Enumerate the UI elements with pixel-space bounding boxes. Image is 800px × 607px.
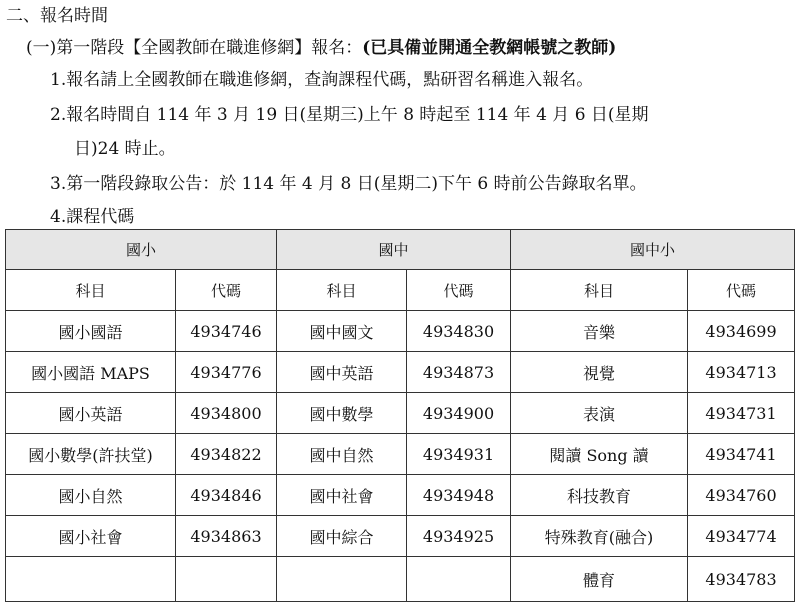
empty-cell [277,557,407,602]
subject-cell: 國小數學(許扶堂) [6,434,176,475]
column-header-code: 代碼 [407,270,511,311]
phase-heading-text: (一)第一階段【全國教師在職進修網】報名： [26,38,363,58]
empty-cell [407,557,511,602]
phase-heading-eligibility: (已具備並開通全教網帳號之教師) [362,38,617,58]
group-header-combined: 國中小 [511,230,795,270]
subject-cell: 國中英語 [277,352,407,393]
group-header-junior-high: 國中 [277,230,511,270]
subject-cell: 國小英語 [6,393,176,434]
subject-cell: 國小國語 [6,311,176,352]
section-title: 二、報名時間 [6,6,108,26]
subject-cell: 表演 [511,393,688,434]
code-cell: 4934846 [176,475,277,516]
subject-cell: 國小國語 MAPS [6,352,176,393]
column-header-subject: 科目 [6,270,176,311]
list-item-registration-method: 1.報名請上全國教師在職進修網，查詢課程代碼，點研習名稱進入報名。 [50,70,594,90]
subject-cell: 國中綜合 [277,516,407,557]
empty-cell [176,557,277,602]
subject-cell: 國小社會 [6,516,176,557]
code-cell: 4934783 [688,557,795,602]
table-row [6,393,795,434]
subject-cell: 科技教育 [511,475,688,516]
subject-cell: 閱讀 Song 讀 [511,434,688,475]
code-cell: 4934699 [688,311,795,352]
table-row [6,475,795,516]
code-cell: 4934800 [176,393,277,434]
subject-cell: 國中國文 [277,311,407,352]
subject-cell: 國中自然 [277,434,407,475]
list-item-registration-period: 2.報名時間自 114 年 3 月 19 日(星期三)上午 8 時起至 114 年 4 月 6 日(星期 [50,105,649,125]
table-row [6,516,795,557]
list-item-registration-period-cont: 日)24 時止。 [74,139,176,159]
code-cell: 4934776 [176,352,277,393]
code-cell: 4934760 [688,475,795,516]
code-cell: 4934900 [407,393,511,434]
table-row [6,311,795,352]
code-cell: 4934873 [407,352,511,393]
table-row [6,557,795,602]
list-item-admission-notice: 3.第一階段錄取公告：於 114 年 4 月 8 日(星期二)下午 6 時前公告錄取名單。 [50,174,647,194]
subject-cell: 國中數學 [277,393,407,434]
subject-cell: 體育 [511,557,688,602]
subject-cell: 音樂 [511,311,688,352]
subject-cell: 特殊教育(融合) [511,516,688,557]
empty-cell [6,557,176,602]
column-header-subject: 科目 [511,270,688,311]
subject-cell: 國小自然 [6,475,176,516]
code-cell: 4934863 [176,516,277,557]
column-header-code: 代碼 [176,270,277,311]
group-header-elementary: 國小 [6,230,277,270]
table-row [6,434,795,475]
code-cell: 4934774 [688,516,795,557]
course-code-table [5,229,795,602]
column-header-code: 代碼 [688,270,795,311]
code-cell: 4934822 [176,434,277,475]
code-cell: 4934948 [407,475,511,516]
subject-cell: 國中社會 [277,475,407,516]
column-header-row [6,270,795,311]
code-cell: 4934713 [688,352,795,393]
subject-cell: 視覺 [511,352,688,393]
code-cell: 4934925 [407,516,511,557]
column-header-subject: 科目 [277,270,407,311]
phase-heading [26,36,616,60]
code-cell: 4934746 [176,311,277,352]
code-cell: 4934731 [688,393,795,434]
code-cell: 4934931 [407,434,511,475]
code-cell: 4934741 [688,434,795,475]
table-row [6,352,795,393]
code-cell: 4934830 [407,311,511,352]
group-header-row [6,230,795,270]
list-item-course-codes: 4.課程代碼 [50,207,135,227]
